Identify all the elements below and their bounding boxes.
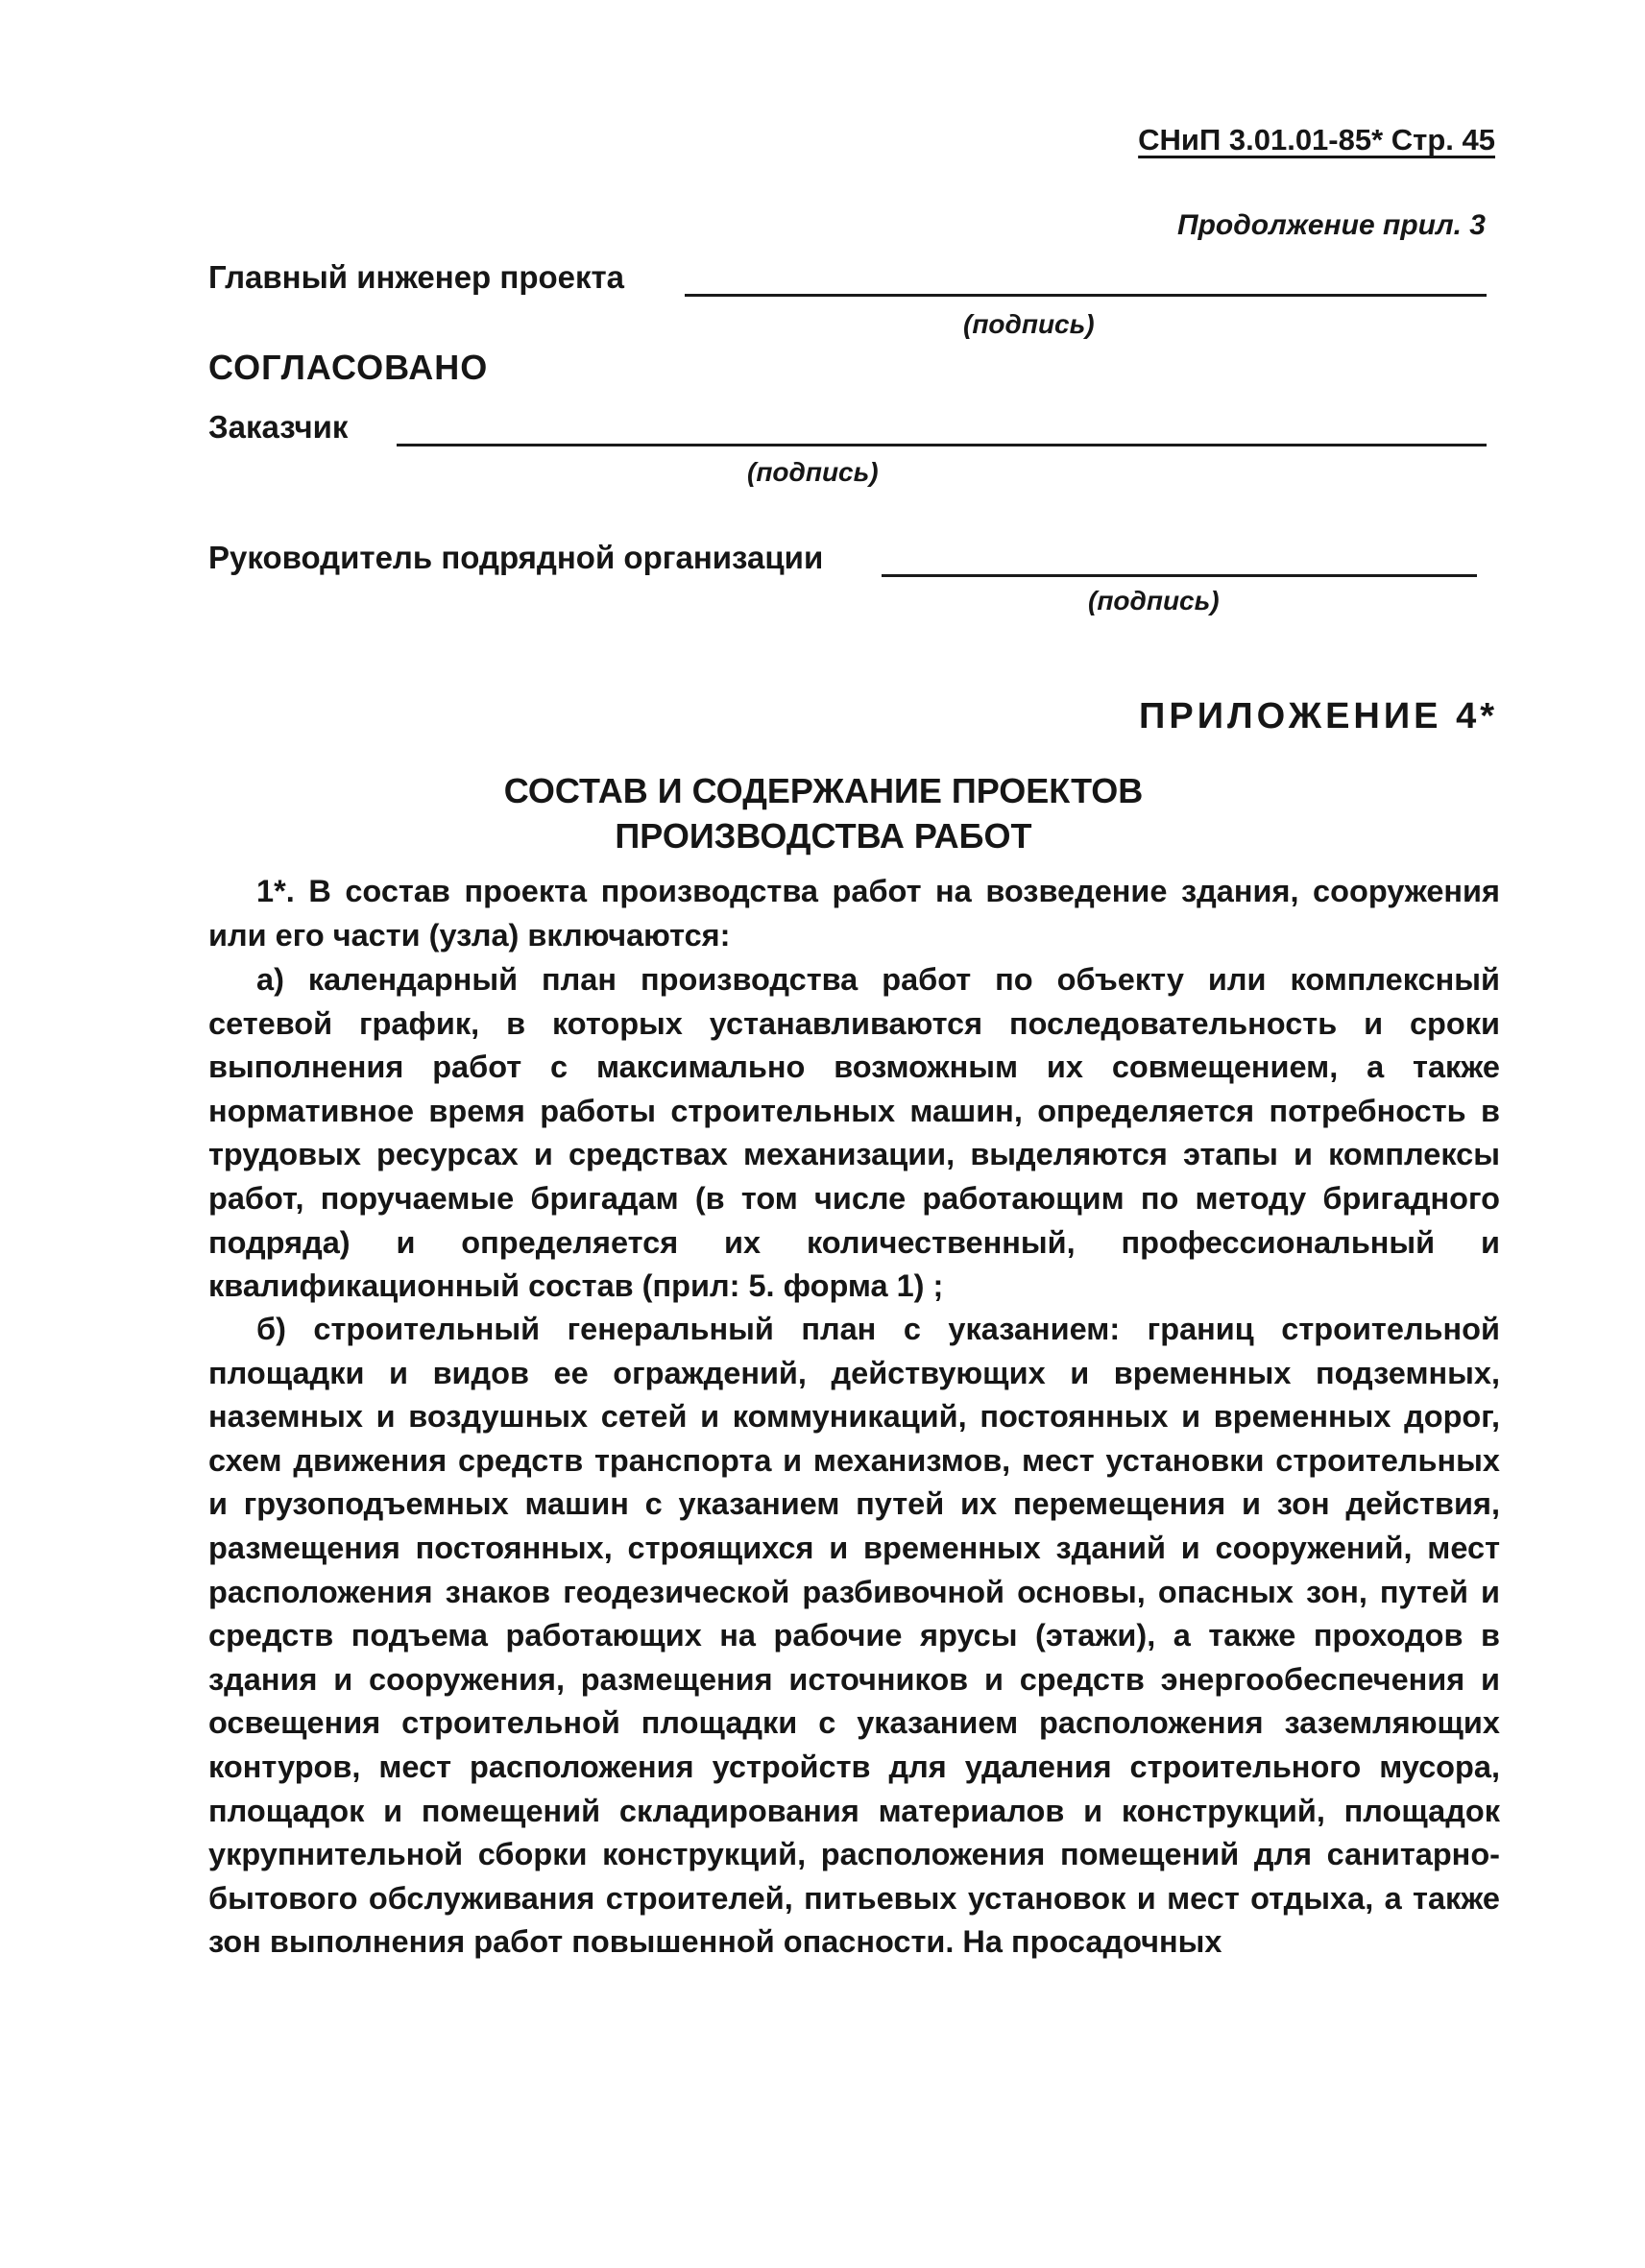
section-title-line-1: СОСТАВ И СОДЕРЖАНИЕ ПРОЕКТОВ: [503, 771, 1144, 810]
chief-engineer-signature-line: [685, 294, 1487, 297]
paragraph-item-b: б) строительный генеральный план с указанием: границ строительной площадки и видов ее ограждений, действующих и временных подземных, наземных и воздушных сетей и коммуникаций, постоянных и временных дорог, схем движения средств транспорта и механизмов, мест установки строительных и грузоподъемных машин с указанием путей их перемещения и зон действия, размещения постоянных, строящихся и временных зданий и сооружений, мест расположения знаков геодезической разбивочной основы, опасных зон, путей и средств подъема работающих на рабочие ярусы (этажи), а также проходов в здания и сооружения, размещения источников и средств энергообеспечения и освещения строительной площадки с указанием расположения заземляющих контуров, мест расположения устройств для удаления строительного мусора, площадок и помещений складирования материалов и конструкций, площадок укрупнительной сборки конструкций, расположения помещений для санитарно-бытового обслуживания строителей, питьевых установок и мест отдыха, а также зон выполнения работ повышенной опасности. На просадочных: [208, 1312, 1500, 1960]
chief-engineer-label: Главный инженер проекта: [208, 259, 625, 295]
contractor-label: Руководитель подрядной организации: [208, 540, 824, 575]
agreed-heading: СОГЛАСОВАНО: [208, 348, 489, 387]
chief-engineer-signature-caption: (подпись): [963, 309, 1095, 339]
page-reference: СНиП 3.01.01-85* Стр. 45: [1138, 123, 1495, 157]
continuation-note: Продолжение прил. 3: [1177, 209, 1486, 241]
section-title: [317, 768, 1330, 858]
customer-signature-line: [397, 444, 1487, 446]
paragraph-item-a: а) календарный план производства работ по объекту или комплексный сетевой график, в которых устанавливаются последовательность и сроки выполнения работ с максимально возможным их совмещением, а также нормативное время работы строительных машин, определяется потребность в трудовых ресурсах и средствах механизации, выделяются этапы и комплексы работ, поручаемые бригадам (в том числе работающим по методу бригадного подряда) и определяется их количественный, профессиональный и квалификационный состав (прил: 5. форма 1) ;: [208, 962, 1500, 1304]
section-title-line-2: ПРОИЗВОДСТВА РАБОТ: [615, 816, 1032, 856]
customer-signature-caption: (подпись): [747, 457, 879, 487]
customer-label: Заказчик: [208, 409, 349, 445]
paragraph-1: 1*. В состав проекта производства работ на возведение здания, сооружения или его части (узла) включаются:: [208, 874, 1500, 953]
contractor-signature-caption: (подпись): [1088, 586, 1220, 615]
appendix-label: ПРИЛОЖЕНИЕ 4*: [1139, 696, 1498, 736]
contractor-signature-line: [882, 574, 1477, 577]
